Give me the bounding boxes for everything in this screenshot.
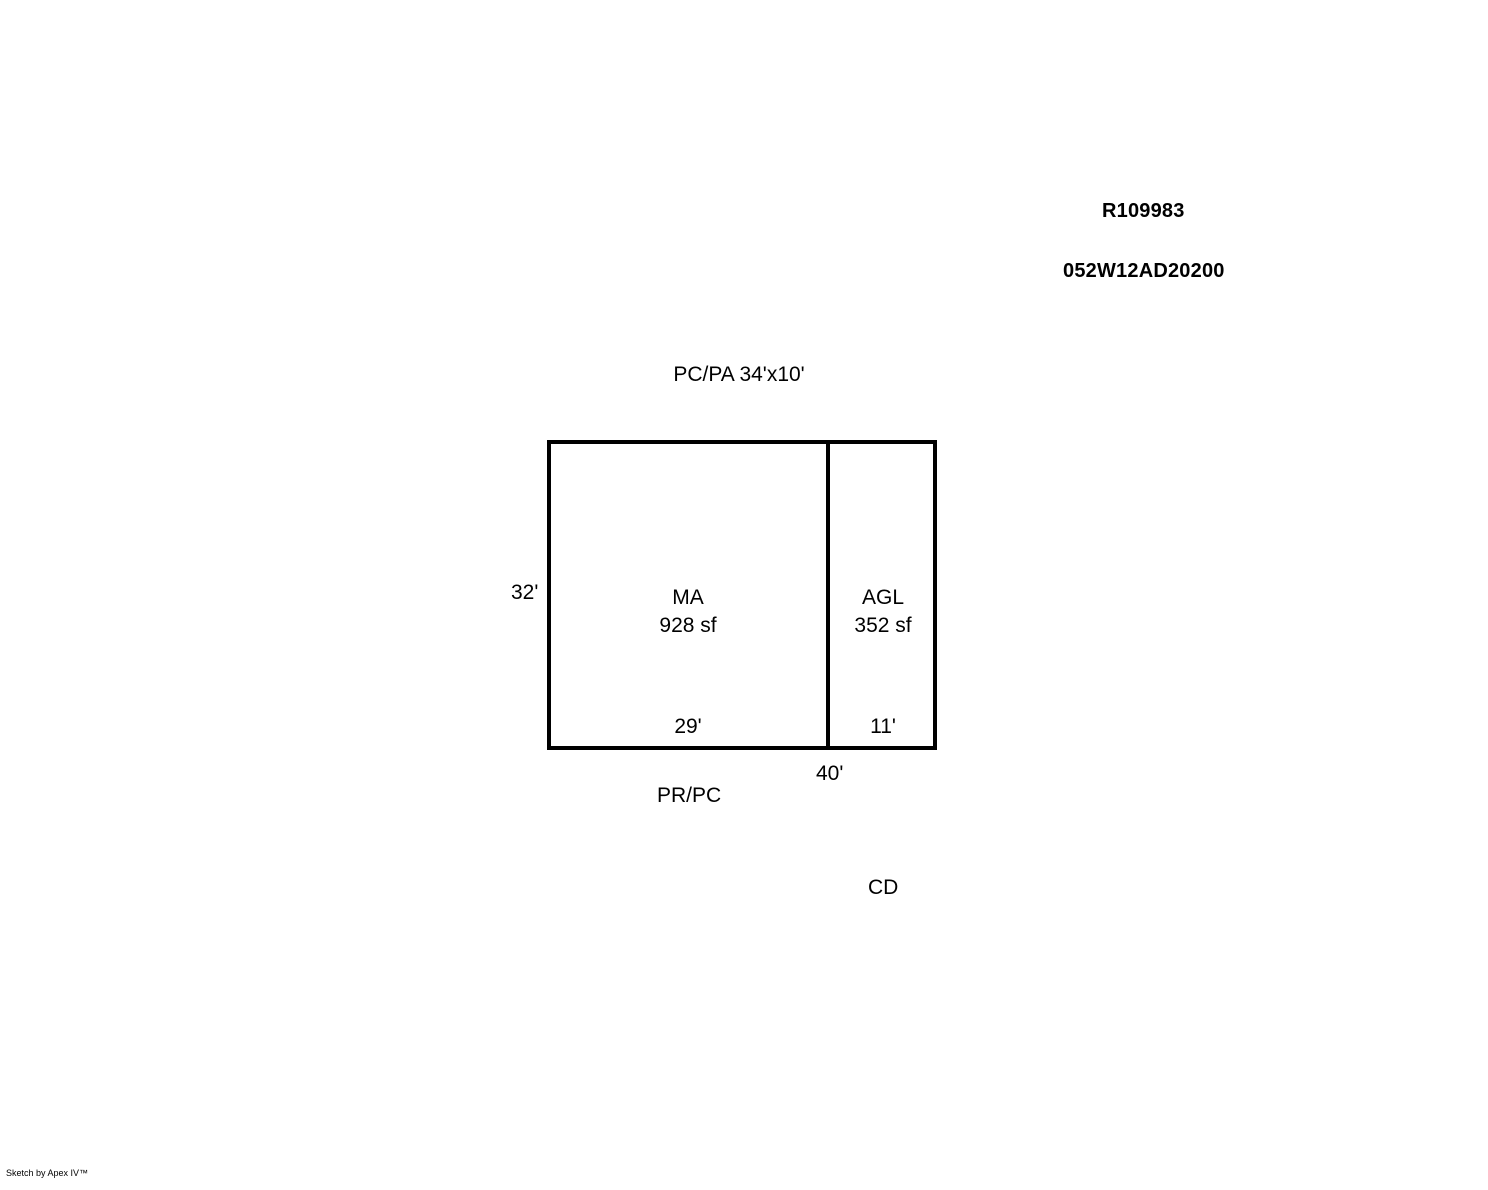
room-ma-width-dimension: 29' xyxy=(674,715,702,738)
room-ma xyxy=(659,584,716,640)
room-agl-area: 352 sf xyxy=(854,614,912,637)
room-agl xyxy=(854,584,911,640)
bottom-dimension-label: 40' xyxy=(816,762,844,785)
detached-structure-label: CD xyxy=(868,876,899,899)
room-agl-width-dimension: 11' xyxy=(870,715,896,738)
building-outline xyxy=(547,440,937,750)
interior-divider-wall xyxy=(826,444,830,746)
room-ma-code: MA xyxy=(672,586,704,609)
left-dimension-label: 32' xyxy=(511,581,539,604)
footer-credit: Sketch by Apex IV™ xyxy=(6,1168,89,1178)
account-id: 052W12AD20200 xyxy=(1063,260,1225,282)
room-ma-area: 928 sf xyxy=(659,614,717,637)
porch-top-label: PC/PA 34'x10' xyxy=(673,363,805,386)
porch-bottom-label: PR/PC xyxy=(657,784,722,807)
parcel-id: R109983 xyxy=(1102,200,1185,222)
room-agl-code: AGL xyxy=(861,586,905,609)
